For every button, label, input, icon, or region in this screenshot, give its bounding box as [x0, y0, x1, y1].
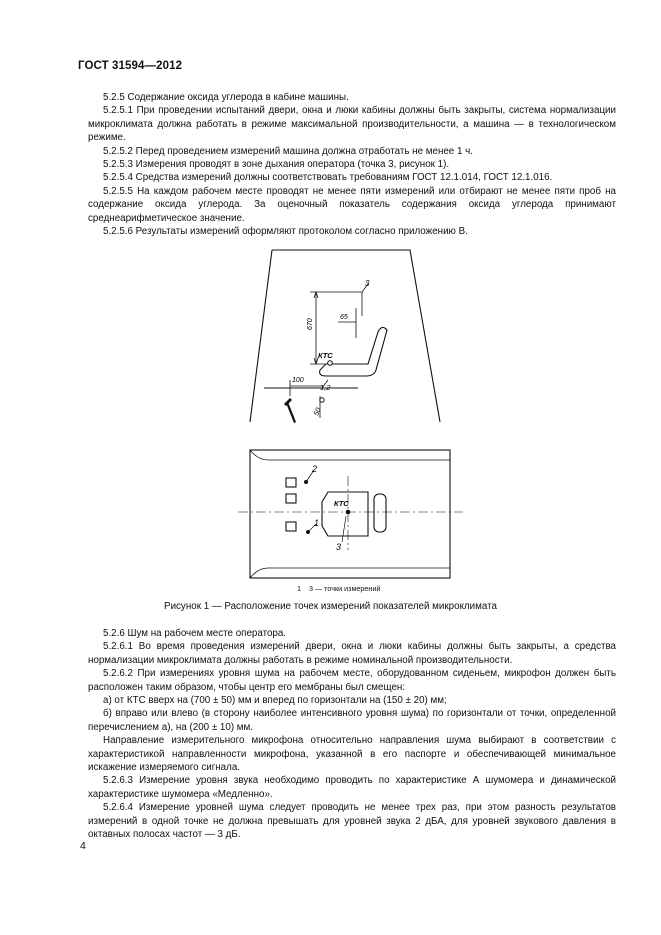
cabin-outline [250, 250, 440, 422]
figure-legend [297, 584, 380, 593]
ktc-top-label: КТС [334, 499, 349, 508]
paragraph: 5.2.5.5 На каждом рабочем месте проводят не менее пяти измерений или отбирают не менее пяти проб на содержание оксида углерода. За оценочный показатель содержания оксида углерода принимают среднеарифметическое значение. [88, 185, 616, 224]
page-number: 4 [80, 840, 86, 852]
list-item: а) от КТС вверх на (700 ± 50) мм и вперед по горизонтали на (150 ± 20) мм; [103, 695, 447, 707]
document-header: ГОСТ 31594—2012 [78, 60, 183, 72]
control-box-1 [286, 478, 296, 487]
dim-100-label: 100 [292, 377, 304, 384]
pedal-icon [284, 398, 296, 423]
section-5-2-5 [88, 91, 616, 238]
dim-50-label: 50 [313, 406, 323, 417]
section-5-2-6 [88, 627, 616, 842]
point-3-top-label: 3 [336, 542, 342, 552]
measurement-point-3 [328, 361, 333, 366]
measurement-point-3-top [346, 510, 351, 515]
paragraph: 5.2.5 Содержание оксида углерода в кабине машины. [103, 92, 349, 103]
paragraph: 5.2.5.3 Измерения проводят в зоне дыхания оператора (точка 3, рисунок 1). [103, 159, 450, 171]
measurement-point-12 [320, 398, 324, 402]
paragraph: 5.2.5.2 Перед проведением измерений машина должна отработать не менее 1 ч. [103, 145, 473, 157]
control-box-3 [286, 522, 296, 531]
paragraph: 5.2.5.6 Результаты измерений оформляют протоколом согласно приложению В. [103, 226, 468, 238]
paragraph: 5.2.6.4 Измерение уровней шума следует проводить не менее трех раз, при этом разность результатов измерений в одной точке не должна превышать для уровней звука 2 дБА, для уровней звукового давления в октавных полосах частот — 3 дБ. [88, 802, 616, 841]
dim-65-label: 65 [340, 314, 348, 321]
cabin-plan-outline [250, 450, 450, 578]
control-box-2 [286, 494, 296, 503]
paragraph: 5.2.5.4 Средства измерений должны соответствовать требованиям ГОСТ 12.1.014, ГОСТ 12.1.016. [103, 172, 553, 184]
paragraph: 5.2.6 Шум на рабочем месте оператора. [103, 628, 287, 639]
paragraph: 5.2.6.3 Измерение уровня звука необходимо проводить по характеристике А шумомера и динамической характеристике шумомера «Медленно». [88, 775, 616, 800]
cabin-side-view-drawing [230, 246, 460, 428]
paragraph: 5.2.6.2 При измерениях уровня шума на рабочем месте, оборудованном сиденьем, микрофон должен быть расположен таким образом, чтобы центр его мембраны был смещен: [88, 668, 616, 693]
ktc-label: КТС [318, 351, 333, 360]
legend-end: 3 — точки измерений [309, 584, 381, 593]
point-12-label: 1,2 [320, 383, 331, 392]
paragraph: Направление измерительного микрофона относительно направления шума выбирают в соответствии с характеристикой направленности микрофона, указанной в его паспорте и обеспечивающей минимальное искажение измеряемого сигнала. [88, 735, 616, 774]
list-item: б) вправо или влево (в сторону наиболее интенсивного уровня шума) по горизонтали от точки, определенной перечислением а), на (200 ± 10) мм. [88, 708, 616, 733]
legend-start: 1 [297, 584, 301, 593]
paragraph: 5.2.6.1 Во время проведения измерений двери, окна и люки кабины должны быть закрыты, а средства нормализации микроклимата должны работать в режиме номинальной производительности. [88, 641, 616, 666]
armrest-slot [374, 494, 386, 532]
paragraph: 5.2.5.1 При проведении испытаний двери, окна и люки кабины должны быть закрыты, система нормализации микроклимата должна работать в режиме максимальной производительности, а машина — в технологическом режиме. [88, 105, 616, 144]
dim-670-label: 670 [307, 318, 314, 330]
point-1-label: 1 [314, 518, 320, 528]
point-2-label: 2 [312, 464, 318, 474]
cabin-top-view-drawing [238, 446, 463, 582]
figure-caption: Рисунок 1 — Расположение точек измерений показателей микроклимата [164, 601, 497, 612]
point-3-label: 3 [365, 279, 370, 288]
